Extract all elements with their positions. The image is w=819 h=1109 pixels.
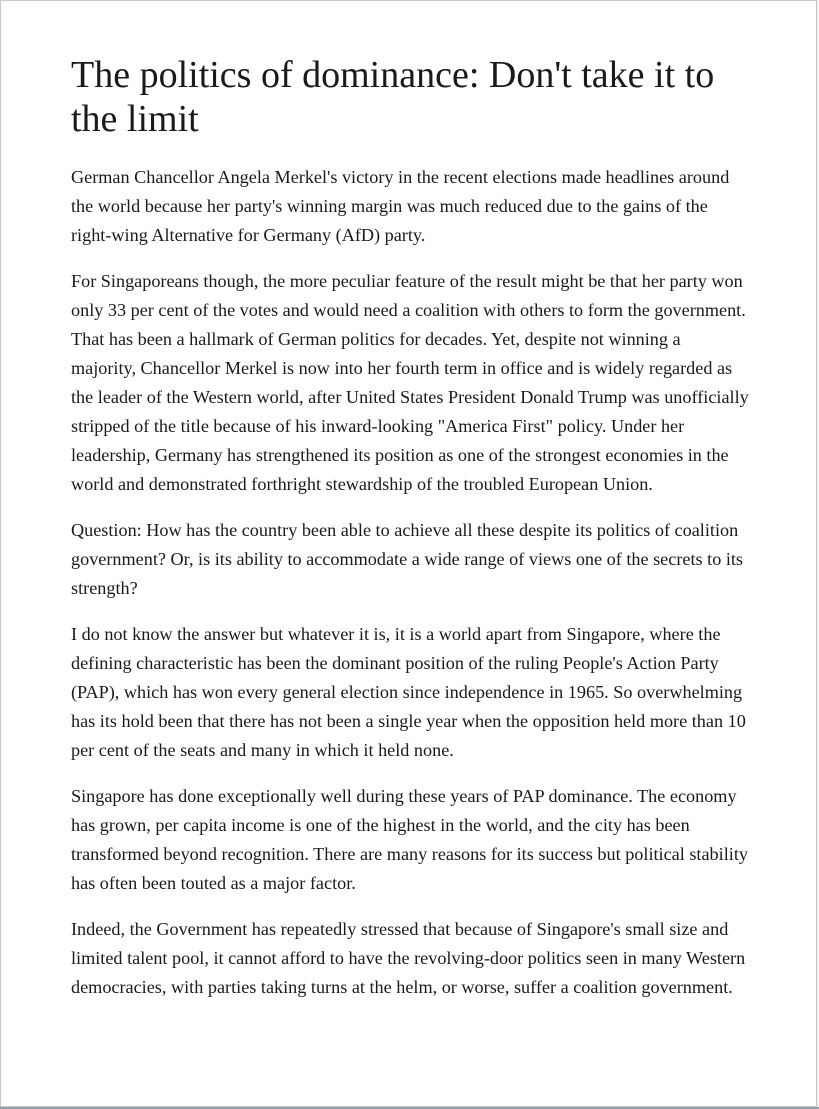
- paragraph-4: I do not know the answer but whatever it is, it is a world apart from Singapore, where the defining characteristic has been the dominant position of the ruling People's Action Party (PAP), which has won every general election since independence in 1965. So overwhelming has its hold been that there has not been a single year when the opposition held more than 10 per cent of the seats and many in which it held none.: [71, 624, 746, 760]
- paragraph-2: For Singaporeans though, the more peculiar feature of the result might be that her party won only 33 per cent of the votes and would need a coalition with others to form the government. That has been a hallmark of German politics for decades. Yet, despite not winning a majority, Chancellor Merkel is now into her fourth term in office and is widely regarded as the leader of the Western world, after United States President Donald Trump was unofficially stripped of the title because of his inward-looking "America First" policy. Under her leadership, Germany has strengthened its position as one of the strongest economies in the world and demonstrated forthright stewardship of the troubled European Union.: [71, 271, 749, 494]
- article-body: [71, 53, 749, 1019]
- article-headline: The politics of dominance: Don't take it to the limit: [71, 54, 715, 140]
- paragraph-3: Question: How has the country been able to achieve all these despite its politics of coalition government? Or, is its ability to accommodate a wide range of views one of the secrets to its strength?: [71, 520, 744, 598]
- paragraph-5: Singapore has done exceptionally well during these years of PAP dominance. The economy has grown, per capita income is one of the highest in the world, and the city has been transformed beyond recognition. There are many reasons for its success but political stability has often been touted as a major factor.: [71, 786, 748, 893]
- paragraph-6: Indeed, the Government has repeatedly stressed that because of Singapore's small size and limited talent pool, it cannot afford to have the revolving-door politics seen in many Western democracies, with parties taking turns at the helm, or worse, suffer a coalition government.: [71, 919, 746, 997]
- paragraph-1: German Chancellor Angela Merkel's victory in the recent elections made headlines around the world because her party's winning margin was much reduced due to the gains of the right-wing Alternative for Germany (AfD) party.: [71, 167, 730, 245]
